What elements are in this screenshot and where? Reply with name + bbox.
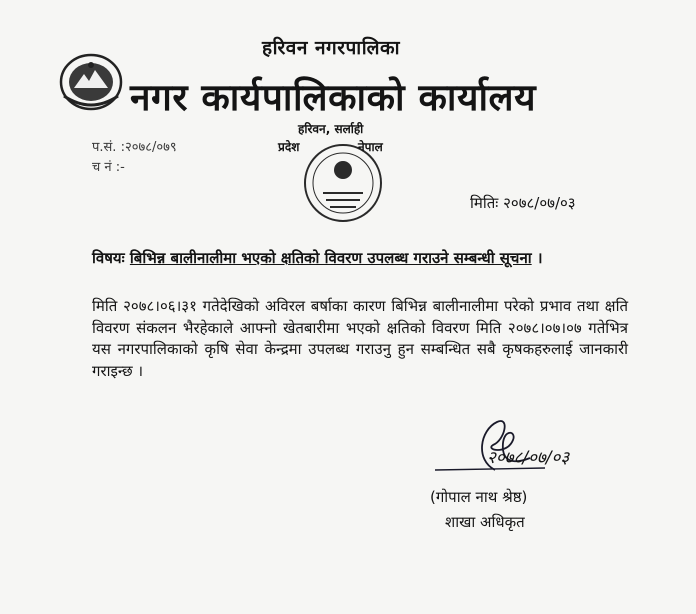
signer-title: शाखा अधिकृत — [445, 513, 525, 531]
reference-number: प.सं. :२०७८/०७९ — [92, 140, 177, 155]
signature-date: २०७८/०७/०३ — [487, 448, 570, 468]
stamp-line-nepal: नेपाल — [358, 140, 383, 154]
nepal-government-emblem-icon — [58, 52, 124, 112]
subject-text: बिभिन्न बालीनालीमा भएको क्षतिको विवरण उपलब्ध गराउने सम्बन्धी सूचना — [129, 249, 532, 267]
issue-date: मितिः २०७८/०७/०३ — [470, 194, 576, 212]
subject-line — [92, 248, 543, 268]
stamp-line-location: हरिवन, सर्लाही — [298, 122, 364, 136]
signer-name: (गोपाल नाथ श्रेष्ठ) — [430, 488, 528, 506]
municipality-name: हरिवन नगरपालिका — [262, 37, 401, 59]
office-title: नगर कार्यपालिकाको कार्यालय — [130, 76, 537, 119]
notice-body: मिति २०७८।०६।३१ गतेदेखिको अविरल बर्षाका कारण बिभिन्न बालीनालीमा परेको प्रभाव तथा क्षति विवरण संकलन भैरहेकाले आफ्नो खेतबारीमा भएको क्षतिको विवरण मिति २०७८।०७।०७ गतेभित्र यस नगरपालिकाको कृषि सेवा केन्द्रमा उपलब्ध गराउनु हुन सम्बन्धित सबै कृषकहरुलाई जानकारी गराइन्छ । — [92, 297, 628, 380]
office-stamp — [268, 120, 418, 230]
stamp-line-pradesh: प्रदेश — [278, 140, 300, 154]
subject-label: विषयः — [92, 249, 125, 267]
dispatch-number: च नं :- — [92, 160, 125, 175]
subject-end-mark: । — [536, 249, 543, 267]
